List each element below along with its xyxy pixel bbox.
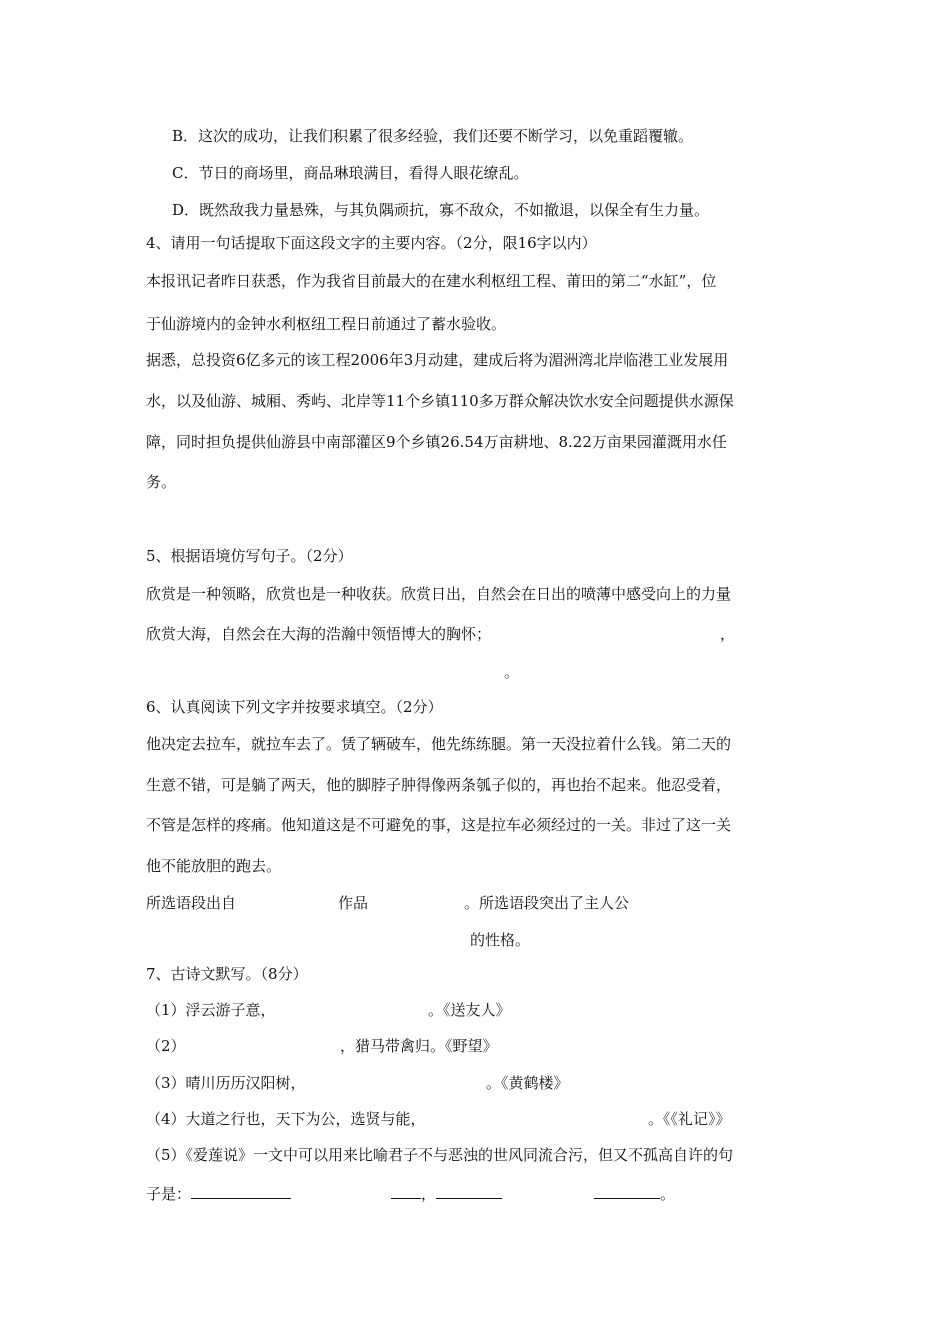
q7-item-2-prompt: （2） (146, 1037, 186, 1055)
q6-paragraph-line: 他不能放胆的跑去。 (146, 857, 282, 875)
q5-blank-comma: ， (720, 625, 736, 643)
answer-blank[interactable] (594, 1184, 660, 1199)
answer-comma: ， (421, 1185, 437, 1203)
q7-item-3-source: 。《黄鹤楼》 (486, 1074, 569, 1092)
q5-blank-period: 。 (504, 663, 520, 681)
q7-item-4-source: 。《《礼记》》 (648, 1110, 731, 1128)
option-c: C．节日的商场里，商品琳琅满目，看得人眼花缭乱。 (172, 164, 529, 182)
question-6-title: 6、认真阅读下列文字并按要求填空。（2分） (146, 698, 443, 716)
q4-paragraph-line: 据悉，总投资6亿多元的该工程2006年3月动建，建成后将为湄洲湾北岸临港工业发展用 (146, 351, 729, 369)
q6-paragraph-line: 他决定去拉车，就拉车去了。赁了辆破车，他先练练腿。第一天没拉着什么钱。第二天的 (146, 735, 732, 753)
q6-fill-character-label: 的性格。 (470, 931, 531, 949)
q4-paragraph-line: 水，以及仙游、城厢、秀屿、北岸等11个乡镇110多万群众解决饮水安全问题提供水源保 (146, 392, 734, 410)
question-7-title: 7、古诗文默写。（8分） (146, 965, 308, 983)
q7-item-2-source: ，猎马带禽归。《野望》 (340, 1037, 498, 1055)
question-5-title: 5、根据语境仿写句子。（2分） (146, 547, 353, 565)
q5-line-1: 欣赏是一种领略，欣赏也是一种收获。欣赏日出，自然会在日出的喷薄中感受向上的力量 (146, 585, 732, 603)
question-4-title: 4、请用一句话提取下面这段文字的主要内容。（2分，限16字以内） (146, 234, 597, 252)
q4-paragraph-line: 本报讯记者昨日获悉，作为我省目前最大的在建水利枢纽工程、莆田的第二“水缸”，位 (146, 272, 717, 290)
q7-item-5-prompt: （5）《爱莲说》一文中可以用来比喻君子不与恶浊的世风同流合污，但又不孤高自许的句 (146, 1146, 734, 1164)
q7-item-1-source: 。《送友人》 (428, 1001, 511, 1019)
q7-item-4-prompt: （4）大道之行也，天下为公，选贤与能， (146, 1110, 426, 1128)
q4-paragraph-line: 障，同时担负提供仙游县中南部灌区9个乡镇26.54万亩耕地、8.22万亩果园灌溉用水任 (146, 433, 727, 451)
answer-blank[interactable] (391, 1184, 421, 1199)
answer-period: 。 (660, 1185, 676, 1203)
answer-blank[interactable] (191, 1184, 291, 1199)
q6-fill-source-label: 所选语段出自 (146, 894, 237, 912)
q7-item-3-prompt: （3）晴川历历汉阳树， (146, 1074, 306, 1092)
q4-paragraph-line: 务。 (146, 473, 177, 491)
q4-paragraph-line: 于仙游境内的金钟水利枢纽工程日前通过了蓄水验收。 (146, 315, 507, 333)
option-d: D．既然敌我力量悬殊，与其负隅顽抗，寡不敌众，不如撤退，以保全有生力量。 (172, 201, 710, 219)
q6-paragraph-line: 不管是怎样的疼痛。他知道这是不可避免的事，这是拉车必须经过的一关。非过了这一关 (146, 816, 732, 834)
q6-paragraph-line: 生意不错，可是躺了两天，他的脚脖子肿得像两条瓠子似的，再也抬不起来。他忍受着， (146, 776, 732, 794)
q7-item-1-prompt: （1）浮云游子意， (146, 1001, 276, 1019)
q6-fill-work-label: 作品 (338, 894, 369, 912)
answer-blank[interactable] (436, 1184, 502, 1199)
q6-fill-protagonist-label: 。所选语段突出了主人公 (464, 894, 630, 912)
option-b: B．这次的成功，让我们积累了很多经验，我们还要不断学习，以免重蹈覆辙。 (172, 127, 694, 145)
q7-item-5-answer-line (146, 1184, 675, 1204)
q5-line-2: 欣赏大海，自然会在大海的浩瀚中领悟博大的胸怀； (146, 625, 492, 643)
answer-label: 子是： (146, 1185, 192, 1203)
